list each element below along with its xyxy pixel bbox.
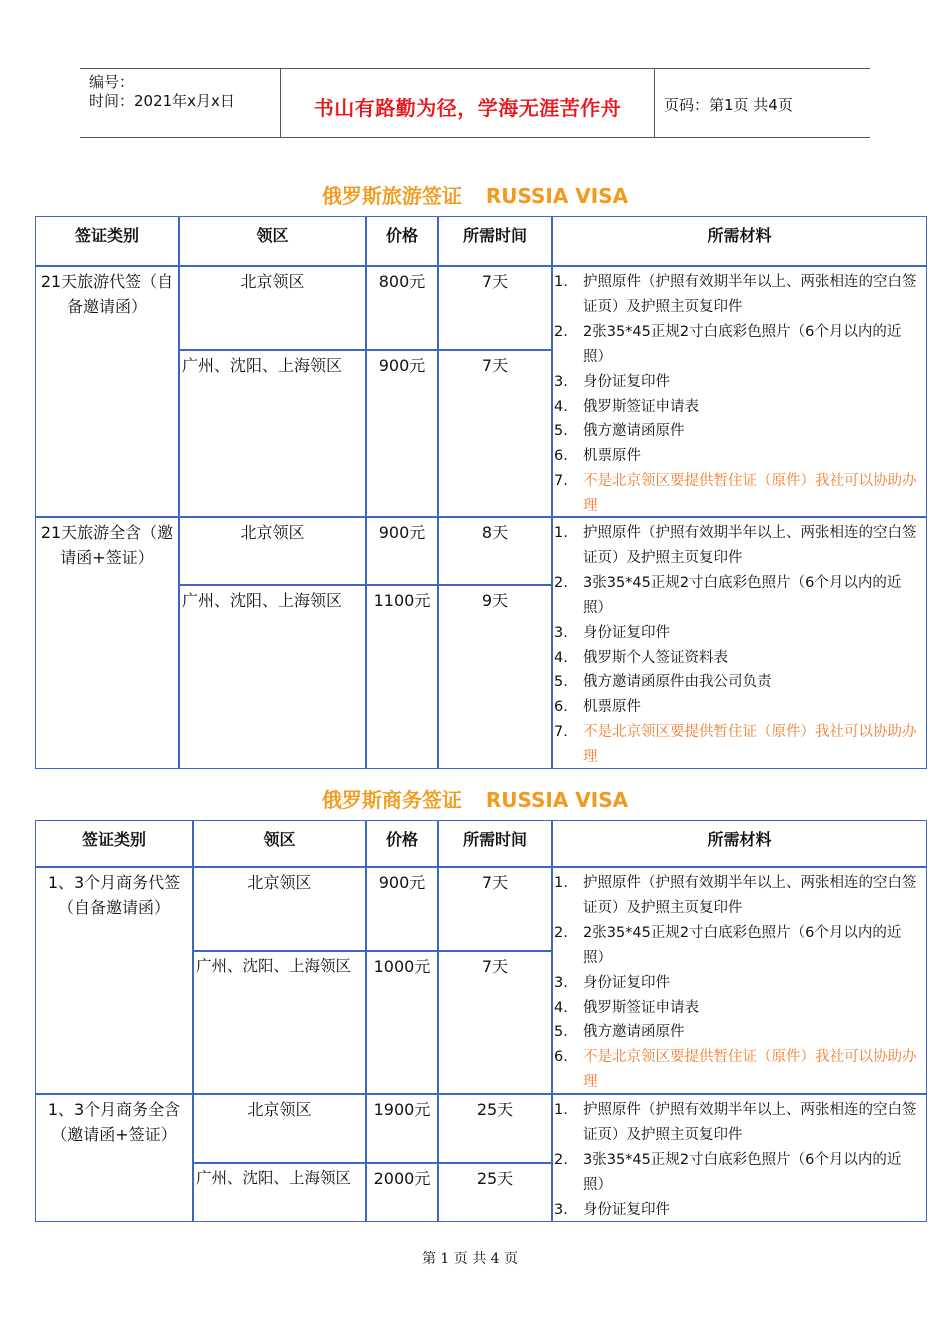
tourist-title-en: RUSSIA VISA [485, 184, 629, 208]
price-cell: 1000元 [366, 951, 438, 1094]
materials-cell [552, 517, 927, 769]
business-title-cn: 俄罗斯商务签证 [321, 788, 462, 812]
list-item: 3. 身份证复印件 [554, 624, 670, 641]
time-cell: 7天 [438, 350, 552, 517]
category-text: 21天旅游全含（邀请函+签证） [40, 523, 174, 567]
th-category: 签证类别 [35, 820, 193, 867]
list-item: 4. 俄罗斯签证申请表 [554, 398, 699, 415]
th-price: 价格 [366, 216, 438, 266]
list-item: 3. 身份证复印件 [554, 373, 670, 390]
footer-page-number: 第 1 页 共 4 页 [421, 1251, 519, 1267]
time-cell: 25天 [438, 1094, 552, 1163]
time-cell: 7天 [438, 266, 552, 350]
materials-list [553, 1095, 926, 1222]
region-cell: 北京领区 [179, 266, 366, 350]
th-region: 领区 [179, 216, 366, 266]
region-cell: 广州、沈阳、上海领区 [179, 350, 366, 517]
list-item-highlight: 6. 不是北京领区要提供暂住证（原件）我社可以协助办理 [554, 1049, 917, 1091]
number-label: 编号： [89, 73, 135, 91]
price-cell: 900元 [366, 350, 438, 517]
list-item: 3. 身份证复印件 [554, 1201, 670, 1218]
list-item: 2. 3张35*45正规2寸白底彩色照片（6个月以内的近照） [554, 574, 902, 616]
price-cell: 1100元 [366, 585, 438, 769]
region-cell: 广州、沈阳、上海领区 [179, 585, 366, 769]
price-cell: 1900元 [366, 1094, 438, 1163]
time-cell: 9天 [438, 585, 552, 769]
page-header [80, 68, 870, 138]
materials-cell [552, 867, 927, 1094]
list-item-highlight: 7. 不是北京领区要提供暂住证（原件）我社可以协助办理 [554, 473, 917, 515]
price-cell: 800元 [366, 266, 438, 350]
list-item: 5. 俄方邀请函原件由我公司负责 [554, 674, 772, 691]
business-title-en: RUSSIA VISA [485, 788, 629, 812]
region-cell: 北京领区 [193, 1094, 366, 1163]
business-section-title [0, 784, 950, 813]
th-category: 签证类别 [35, 216, 179, 266]
materials-list [553, 868, 926, 1094]
materials-list [553, 267, 926, 517]
list-item: 5. 俄方邀请函原件 [554, 1024, 685, 1041]
motto: 书山有路勤为径，学海无涯苦作舟 [313, 96, 622, 120]
business-visa-table [35, 820, 927, 1222]
list-item: 1. 护照原件（护照有效期半年以上、两张相连的空白签证页）及护照主页复印件 [554, 274, 917, 315]
list-item: 5. 俄方邀请函原件 [554, 423, 685, 440]
list-item: 2. 2张35*45正规2寸白底彩色照片（6个月以内的近照） [554, 323, 902, 365]
materials-list [553, 518, 926, 769]
list-item: 1. 护照原件（护照有效期半年以上、两张相连的空白签证页）及护照主页复印件 [554, 525, 917, 566]
page-footer [0, 1248, 950, 1268]
region-cell: 广州、沈阳、上海领区 [193, 1163, 366, 1222]
category-cell [35, 266, 179, 517]
tourist-title-cn: 俄罗斯旅游签证 [321, 184, 462, 208]
list-item: 6. 机票原件 [554, 448, 641, 465]
region-cell: 北京领区 [179, 517, 366, 585]
list-item: 1. 护照原件（护照有效期半年以上、两张相连的空白签证页）及护照主页复印件 [554, 1102, 917, 1143]
time-cell: 7天 [438, 867, 552, 951]
time-cell: 25天 [438, 1163, 552, 1222]
list-item: 3. 身份证复印件 [554, 974, 670, 991]
category-text: 21天旅游代签（自备邀请函） [40, 272, 174, 316]
header-meta-cell [80, 69, 281, 137]
list-item-highlight: 7. 不是北京领区要提供暂住证（原件）我社可以协助办理 [554, 724, 917, 766]
materials-cell [552, 1094, 927, 1222]
price-cell: 900元 [366, 867, 438, 951]
time-cell: 7天 [438, 951, 552, 1094]
category-text: 1、3个月商务全含（邀请函+签证） [47, 1100, 181, 1144]
category-cell [35, 867, 193, 1094]
th-time: 所需时间 [438, 820, 552, 867]
time-label: 时间：2021年x月x日 [89, 92, 235, 110]
th-region: 领区 [193, 820, 366, 867]
price-cell: 900元 [366, 517, 438, 585]
price-cell: 2000元 [366, 1163, 438, 1222]
category-cell [35, 1094, 193, 1222]
category-text: 1、3个月商务代签（自备邀请函） [47, 873, 181, 917]
list-item: 4. 俄罗斯个人签证资料表 [554, 649, 728, 666]
list-item: 1. 护照原件（护照有效期半年以上、两张相连的空白签证页）及护照主页复印件 [554, 875, 917, 916]
category-cell [35, 517, 179, 769]
list-item: 2. 3张35*45正规2寸白底彩色照片（6个月以内的近照） [554, 1151, 902, 1193]
th-time: 所需时间 [438, 216, 552, 266]
tourist-section-title [0, 180, 950, 209]
list-item: 6. 机票原件 [554, 699, 641, 716]
th-materials: 所需材料 [552, 216, 927, 266]
time-cell: 8天 [438, 517, 552, 585]
th-materials: 所需材料 [552, 820, 927, 867]
header-page-cell [655, 69, 870, 137]
th-price: 价格 [366, 820, 438, 867]
region-cell: 广州、沈阳、上海领区 [193, 951, 366, 1094]
materials-cell [552, 266, 927, 517]
page-info: 页码：第1页 共4页 [664, 96, 793, 114]
header-motto-cell [281, 69, 655, 137]
list-item: 4. 俄罗斯签证申请表 [554, 999, 699, 1016]
region-cell: 北京领区 [193, 867, 366, 951]
list-item: 2. 2张35*45正规2寸白底彩色照片（6个月以内的近照） [554, 924, 902, 966]
tourist-visa-table [35, 216, 927, 769]
